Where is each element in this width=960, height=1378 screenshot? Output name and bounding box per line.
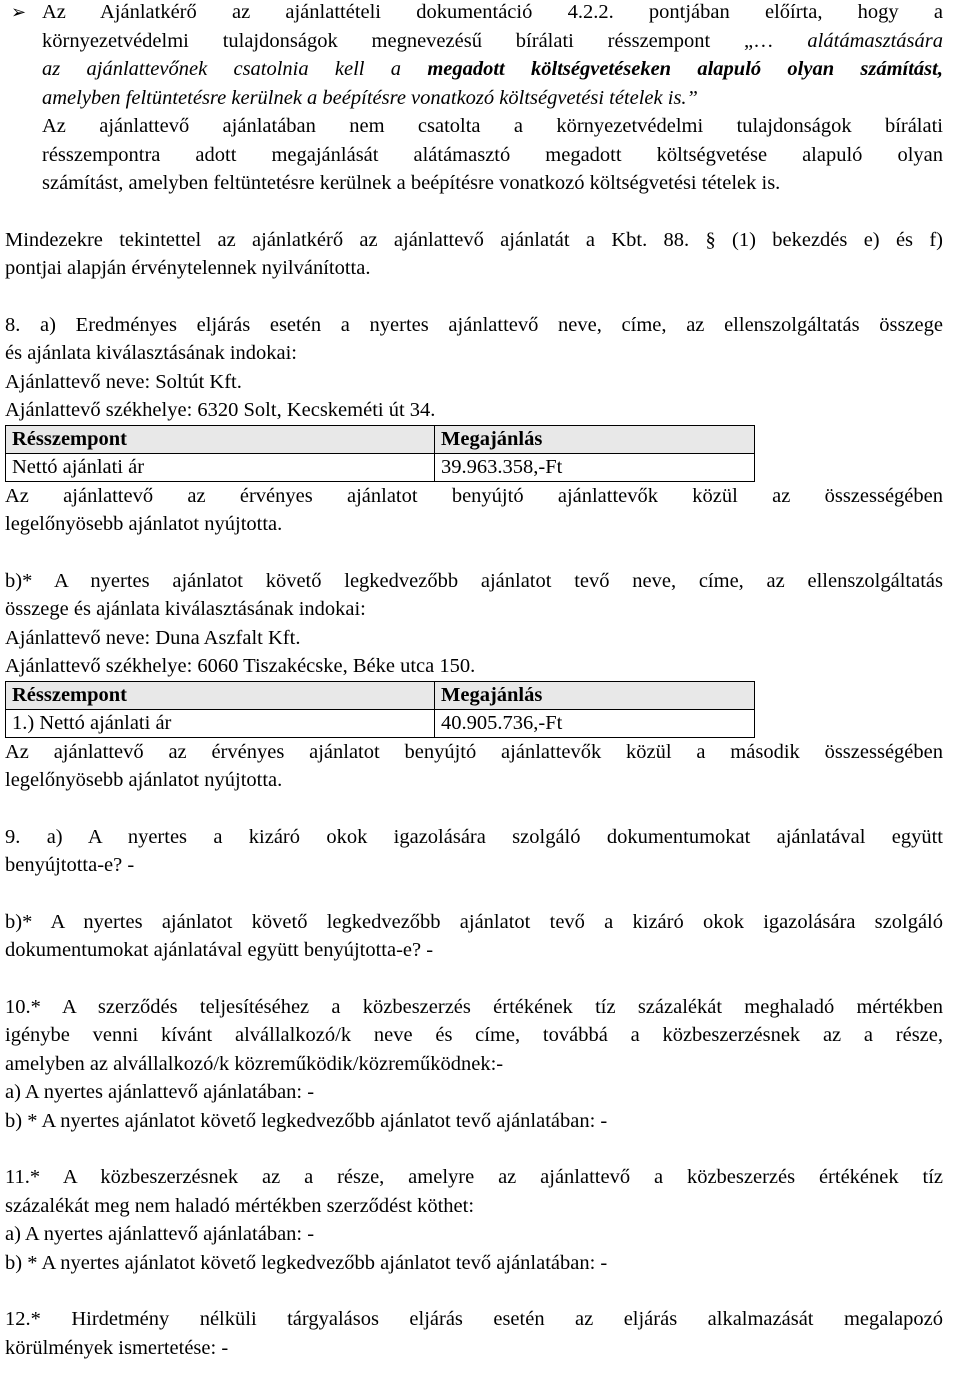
finding-line: számítást, amelyben feltüntetésre kerülnek a beépítésre vonatkozó költségvetési tételek is.: [42, 172, 781, 194]
requirement-line: amelyben feltüntetésre kerülnek a beépítésre vonatkozó költségvetési tételek is.”: [42, 86, 698, 109]
runner-up-offer-table: [5, 681, 755, 738]
section-10-b: b) * A nyertes ajánlatot követő legkedvezőbb ajánlatot tevő ajánlatában: -: [5, 1109, 608, 1132]
table-header-row: [6, 681, 755, 709]
requirement-line: környezetvédelmi tulajdonságok megnevezésű bírálati résszempont „… alátámasztására: [42, 29, 943, 52]
section-8a-heading: és ajánlata kiválasztásának indokai:: [5, 342, 298, 364]
requirement-line: az ajánlattevőnek csatolnia kell a megadott költségvetéseken alapuló olyan számítást,: [42, 58, 943, 80]
table-cell: 40.905.736,-Ft: [435, 709, 755, 737]
section-8b-heading: összege és ajánlata kiválasztásának indokai:: [5, 598, 366, 620]
section-11-b: b) * A nyertes ajánlatot követő legkedvezőbb ajánlatot tevő ajánlatában: -: [5, 1251, 608, 1274]
section-11-a: a) A nyertes ajánlattevő ajánlatában: -: [5, 1223, 315, 1245]
table-cell: Nettó ajánlati ár: [6, 453, 435, 481]
winner-offer-table: [5, 425, 755, 482]
finding-line: Az ajánlattevő ajánlatában nem csatolta a környezetvédelmi tulajdonságok bírálati: [42, 115, 943, 137]
quoted-requirement: [5, 0, 943, 198]
section-10: amelyben az alvállalkozó/k közreműködik/közreműködnek:-: [5, 1052, 504, 1075]
finding-line: résszempontra adott megajánlását alátámasztó megadott költségvetése alapuló olyan: [42, 143, 943, 166]
section-10-a: a) A nyertes ajánlattevő ajánlatában: -: [5, 1081, 315, 1103]
table-header-cell: Résszempont: [6, 425, 435, 453]
section-9b: b)* A nyertes ajánlatot követő legkedvezőbb ajánlatot tevő a kizáró okok igazolására szolgáló: [5, 910, 943, 933]
section-9b: dokumentumokat ajánlatával együtt benyújtotta-e? -: [5, 939, 434, 961]
section-12: körülmények ismertetése: -: [5, 1336, 229, 1359]
section-10: 10.* A szerződés teljesítéséhez a közbeszerzés értékének tíz százalékát meghaladó mértékben: [5, 995, 943, 1018]
runner-up-reason: Az ajánlattevő az érvényes ajánlatot benyújtó ajánlattevők közül a második összességében: [5, 740, 943, 763]
runner-up-name: Ajánlattevő neve: Duna Aszfalt Kft.: [5, 626, 301, 649]
table-row: [6, 453, 755, 481]
winner-reason: Az ajánlattevő az érvényes ajánlatot benyújtó ajánlattevők közül az összességében: [5, 484, 943, 507]
table-cell: 1.) Nettó ajánlati ár: [6, 709, 435, 737]
section-9a: benyújtotta-e? -: [5, 854, 135, 876]
document-page: [5, 0, 943, 1362]
runner-up-seat: Ajánlattevő székhelye: 6060 Tiszakécske, Béke utca 150.: [5, 655, 476, 677]
section-11: százalékát meg nem haladó mértékben szerződést köthet:: [5, 1194, 475, 1217]
table-header-cell: Résszempont: [6, 681, 435, 709]
winner-reason: legelőnyösebb ajánlatot nyújtotta.: [5, 513, 283, 535]
section-8b-heading: b)* A nyertes ajánlatot követő legkedvezőbb ajánlatot tevő neve, címe, az ellenszolgáltatás: [5, 569, 943, 592]
section-8a-heading: 8. a) Eredményes eljárás esetén a nyertes ajánlattevő neve, címe, az ellenszolgáltatás összege: [5, 313, 943, 336]
table-header-row: [6, 425, 755, 453]
table-row: [6, 709, 755, 737]
table-header-cell: Megajánlás: [435, 681, 755, 709]
conclusion-line: Mindezekre tekintettel az ajánlatkérő az ajánlattevő ajánlatát a Kbt. 88. § (1) bekezdés e) és f): [5, 228, 943, 251]
requirement-line: Az Ajánlatkérő az ajánlattételi dokumentáció 4.2.2. pontjában előírta, hogy a: [42, 1, 943, 23]
arrow-bullet-icon: ➢: [11, 2, 27, 22]
runner-up-reason: legelőnyösebb ajánlatot nyújtotta.: [5, 769, 283, 791]
section-10: igénybe venni kívánt alvállalkozó/k neve és címe, továbbá a közbeszerzésnek az a része,: [5, 1024, 943, 1046]
table-header-cell: Megajánlás: [435, 425, 755, 453]
table-cell: 39.963.358,-Ft: [435, 453, 755, 481]
conclusion-line: pontjai alapján érvénytelennek nyilvánította.: [5, 257, 371, 279]
section-9a: 9. a) A nyertes a kizáró okok igazolására szolgáló dokumentumokat ajánlatával együtt: [5, 825, 943, 848]
section-12: 12.* Hirdetmény nélküli tárgyalásos eljárás esetén az eljárás alkalmazását megalapozó: [5, 1308, 943, 1330]
section-11: 11.* A közbeszerzésnek az a része, amelyre az ajánlattevő a közbeszerzés értékének tíz: [5, 1166, 943, 1188]
winner-name: Ajánlattevő neve: Soltút Kft.: [5, 370, 242, 393]
winner-seat: Ajánlattevő székhelye: 6320 Solt, Kecskeméti út 34.: [5, 399, 436, 421]
